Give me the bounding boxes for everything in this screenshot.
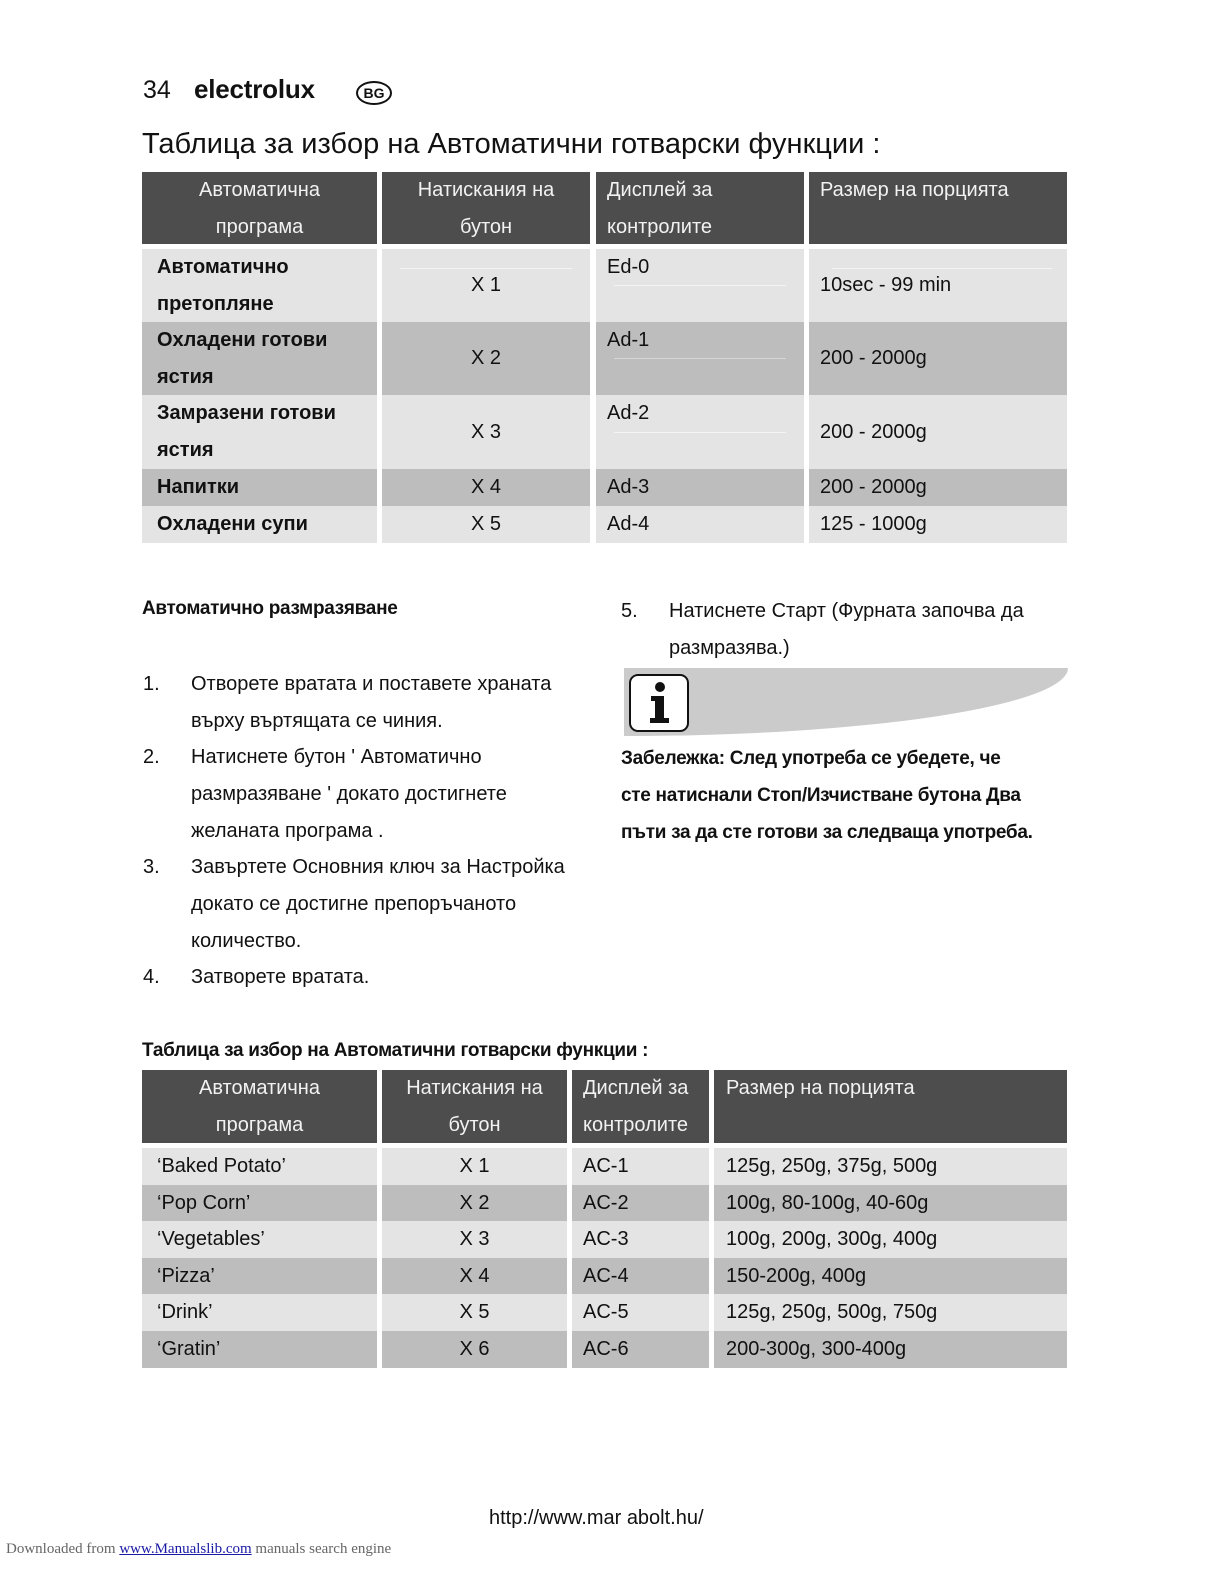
header-line: контролите [583, 1114, 689, 1136]
info-banner [624, 668, 1068, 736]
table1-row4-program [142, 469, 377, 506]
table2-row4-program: ‘Pizza’ [142, 1258, 377, 1295]
step-line: размразява.) [669, 637, 790, 659]
info-icon [629, 674, 689, 732]
table2-row1-program: ‘Baked Potato’ [142, 1148, 377, 1185]
table2-row3-presses: X 3 [382, 1221, 567, 1258]
table2-header-display [572, 1070, 709, 1143]
program-line: Охладени готови [157, 329, 328, 351]
table2-title: Таблица за избор на Автоматични готварски функции : [142, 1040, 649, 1061]
step-number: 4. [143, 966, 160, 988]
table2-row5-portion: 125g, 250g, 500g, 750g [714, 1294, 1067, 1331]
page-number: 34 [143, 76, 171, 104]
manualslib-link[interactable]: www.Manualslib.com [119, 1541, 252, 1557]
download-suffix: manuals search engine [251, 1541, 392, 1557]
header-line: Натискания на [417, 179, 555, 201]
cell-rule [400, 268, 572, 269]
step-line: Натиснете Старт (Фурната започва да [669, 600, 1024, 622]
program-line: Автоматично [157, 256, 289, 278]
table1-row2-display: Ad-1 [596, 322, 804, 395]
header-line: програма [215, 1114, 304, 1136]
table2-header-portion [714, 1070, 1067, 1143]
table2-row4-display: AC-4 [572, 1258, 709, 1295]
table1-row4-portion: 200 - 2000g [809, 469, 1067, 506]
program-line: Охладени супи [157, 513, 308, 535]
brand-logo: electrolux [194, 74, 315, 104]
step-number: 5. [621, 600, 638, 622]
table2-row2-presses: X 2 [382, 1185, 567, 1222]
table2-row3-program: ‘Vegetables’ [142, 1221, 377, 1258]
table2-row6-portion: 200-300g, 300-400g [714, 1331, 1067, 1368]
table1-row3-display: Ad-2 [596, 395, 804, 469]
table2-row6-program: ‘Gratin’ [142, 1331, 377, 1368]
table1-row1-presses: X 1 [382, 249, 590, 322]
download-note [6, 1541, 391, 1558]
table2-row1-display: AC-1 [572, 1148, 709, 1185]
table2-row5-display: AC-5 [572, 1294, 709, 1331]
table1-row2-presses: X 2 [382, 322, 590, 395]
note-line: Забележка: След употреба се убедете, че [621, 748, 1001, 769]
info-glyph-icon [631, 676, 687, 730]
table1-row5-portion: 125 - 1000g [809, 506, 1067, 543]
table2-row4-presses: X 4 [382, 1258, 567, 1295]
table1-row4-display: Ad-3 [596, 469, 804, 506]
step-number: 1. [143, 673, 160, 695]
step-line: докато се достигне препоръчаното [191, 893, 517, 915]
table1-row5-display: Ad-4 [596, 506, 804, 543]
cell-rule [614, 285, 786, 286]
table2-row1-portion: 125g, 250g, 375g, 500g [714, 1148, 1067, 1185]
cell-rule [832, 268, 1052, 269]
step-line: Завъртете Основния ключ за Настройка [191, 856, 565, 878]
note-line: сте натиснали Стоп/Изчистване бутона Два [621, 785, 1021, 806]
step-line: Затворете вратата. [191, 966, 370, 988]
table1-row1-program [142, 249, 377, 322]
footer-url: http://www.mar abolt.hu/ [489, 1507, 704, 1529]
table1-row3-program [142, 395, 377, 469]
table2-row2-portion: 100g, 80-100g, 40-60g [714, 1185, 1067, 1222]
table2-row2-display: AC-2 [572, 1185, 709, 1222]
program-line: ястия [157, 439, 214, 461]
header-line: Натискания на [406, 1077, 543, 1099]
defrost-heading: Автоматично размразяване [142, 598, 398, 619]
table1-header-portion [809, 172, 1067, 244]
step-line: желаната програма . [191, 820, 384, 842]
table2-row4-portion: 150-200g, 400g [714, 1258, 1067, 1295]
header-line: бутон [448, 1114, 501, 1136]
table1-row5-program [142, 506, 377, 543]
header-line: Дисплей за [583, 1077, 689, 1099]
table1-header-display [596, 172, 804, 244]
table1-row5-presses: X 5 [382, 506, 590, 543]
table2-row3-portion: 100g, 200g, 300g, 400g [714, 1221, 1067, 1258]
note-line: пъти за да сте готови за следваща употреба. [621, 822, 1033, 843]
language-badge: BG [356, 81, 392, 105]
program-line: Напитки [157, 476, 240, 498]
table1-row3-presses: X 3 [382, 395, 590, 469]
step-line: Отворете вратата и поставете храната [191, 673, 552, 695]
header-line: Дисплей за [607, 179, 713, 201]
header-line: Размер на порцията [726, 1077, 915, 1099]
step-line: върху въртящата се чиния. [191, 710, 443, 732]
table1-row4-presses: X 4 [382, 469, 590, 506]
step-number: 3. [143, 856, 160, 878]
table1-header-presses [382, 172, 590, 244]
table1-row1-portion: 10sec - 99 min [809, 249, 1067, 322]
table1-row2-portion: 200 - 2000g [809, 322, 1067, 395]
table2-header-program [142, 1070, 377, 1143]
program-line: претопляне [157, 293, 274, 315]
note-text [621, 740, 1081, 851]
download-prefix: Downloaded from [6, 1541, 120, 1557]
table2-row5-presses: X 5 [382, 1294, 567, 1331]
table1-row3-portion: 200 - 2000g [809, 395, 1067, 469]
table1-row1-display: Ed-0 [596, 249, 804, 322]
table2-row3-display: AC-3 [572, 1221, 709, 1258]
cell-rule [614, 358, 786, 359]
header-line: Автоматична [199, 1077, 320, 1099]
table2-row5-program: ‘Drink’ [142, 1294, 377, 1331]
table1-header-program [142, 172, 377, 244]
table1-row2-program [142, 322, 377, 395]
table2-row1-presses: X 1 [382, 1148, 567, 1185]
program-line: ястия [157, 366, 214, 388]
header-line: Размер на порцията [820, 179, 1009, 201]
step-line: размразяване ' докато достигнете [191, 783, 507, 805]
table2-row2-program: ‘Pop Corn’ [142, 1185, 377, 1222]
table2-row6-display: AC-6 [572, 1331, 709, 1368]
program-line: Замразени готови [157, 402, 336, 424]
header-line: контролите [607, 216, 713, 238]
header-line: Автоматична [199, 179, 320, 201]
table2-header-presses [382, 1070, 567, 1143]
table1-title: Таблица за избор на Автоматични готварски функции : [142, 128, 881, 160]
step-line: количество. [191, 930, 302, 952]
table2-row6-presses: X 6 [382, 1331, 567, 1368]
header-line: бутон [459, 216, 513, 238]
step-line: Натиснете бутон ' Автоматично [191, 746, 482, 768]
cell-rule [614, 432, 786, 433]
header-line: програма [215, 216, 304, 238]
step-number: 2. [143, 746, 160, 768]
